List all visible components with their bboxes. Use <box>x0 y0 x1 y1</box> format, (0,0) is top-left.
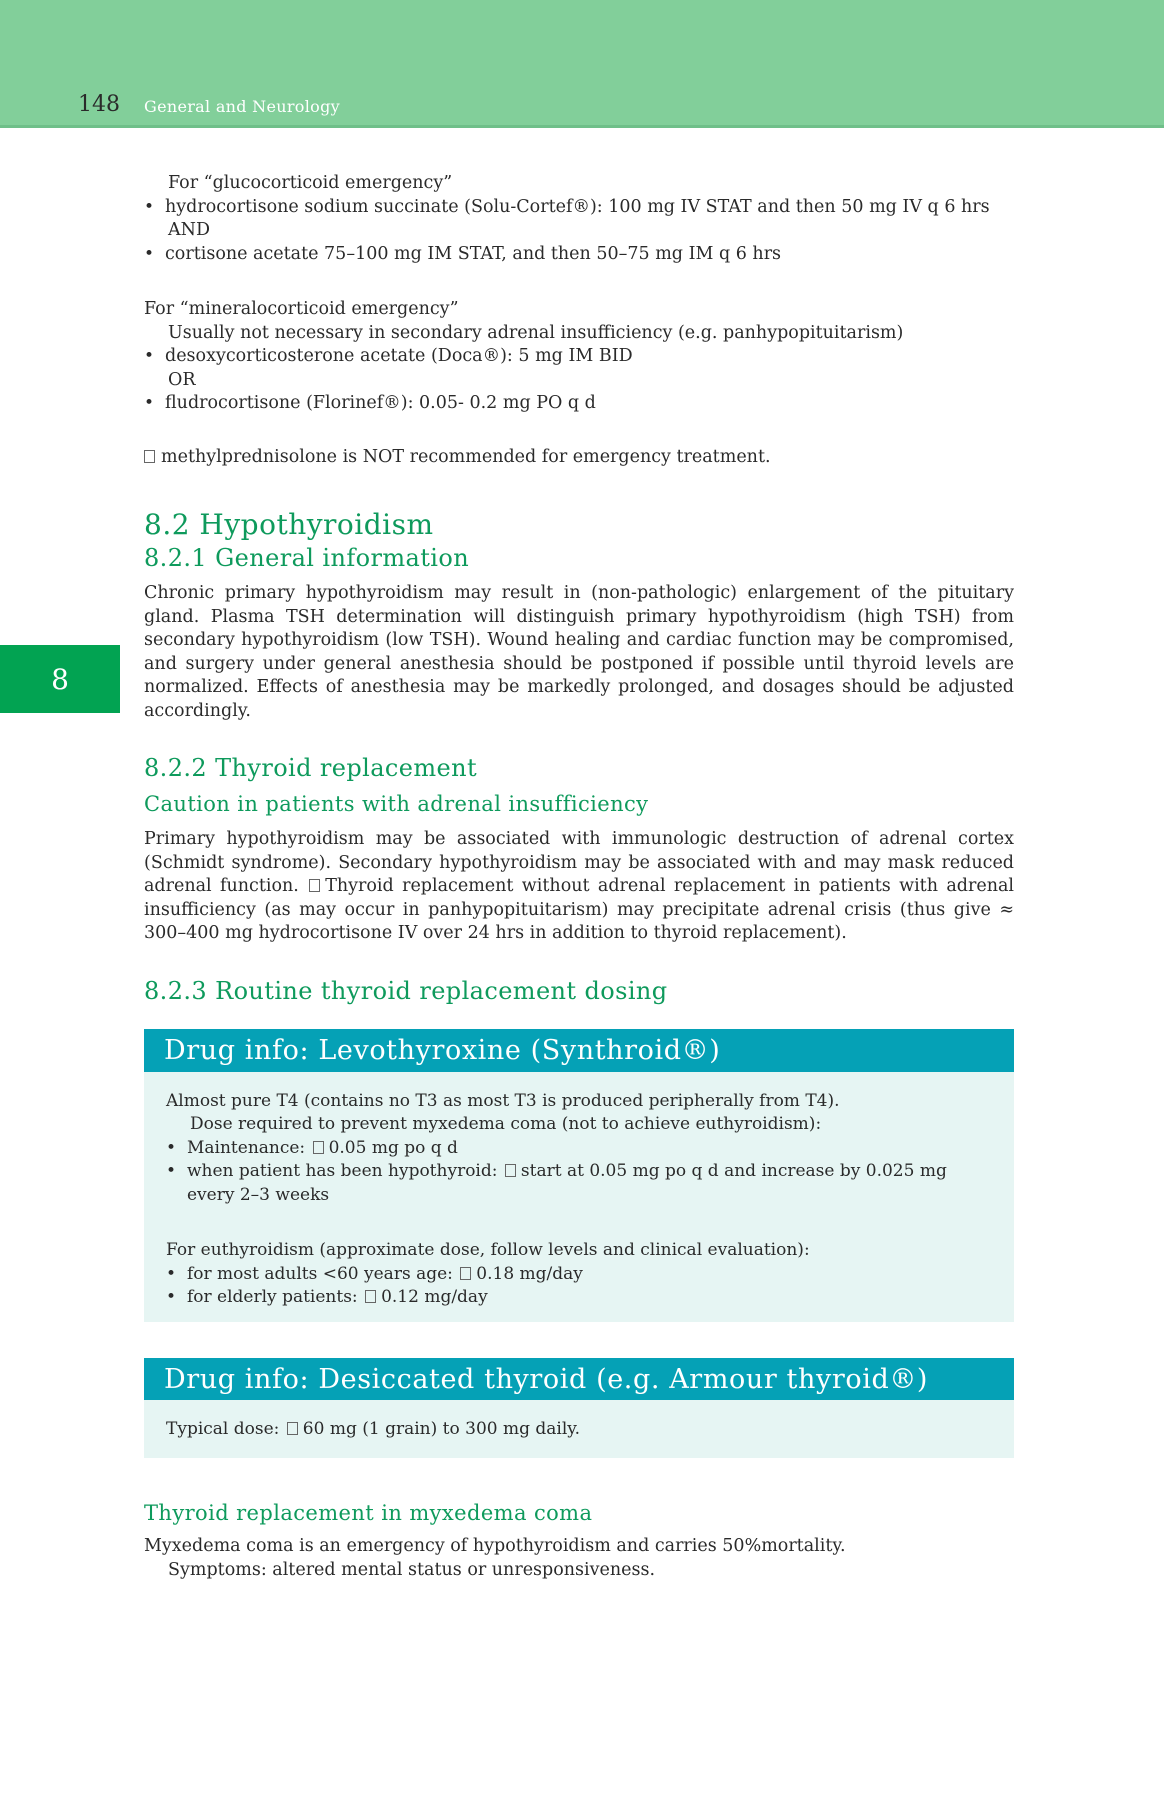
myxedema-dose-heading: Dose required to prevent myxedema coma (not to achieve euthyroidism): <box>190 1114 822 1134</box>
warning-note <box>144 446 1014 470</box>
typical-dose-value: 60 mg (1 grain) to 300 mg daily. <box>302 1419 581 1439</box>
list-item: • cortisone acetate 75–100 mg IM STAT, and then 50–75 mg IM q 6 hrs <box>144 243 1014 267</box>
caution-text-part1: Primary hypothyroidism may be associated with immunologic destruction of adrenal cortex (Schmidt syndrome). Secondary hypothyroidism may be associated with and may mask reduced adrenal function. <box>144 829 1014 896</box>
dose-icon <box>365 1290 376 1303</box>
caution-text-part2: Thyroid replacement without adrenal replacement in patients with adrenal insufficiency (as may occur in panhypopituitarism) may precipitate adrenal crisis (thus give ≈ 300–400 mg hydrocortisone IV over 24 hrs in addition to thyroid replacement). <box>144 876 1014 943</box>
glucocorticoid-list <box>144 196 1014 220</box>
adults-label: for most adults <60 years age: <box>187 1263 453 1284</box>
page-number: 148 <box>78 92 120 117</box>
dose-icon <box>505 1164 516 1177</box>
euthyroidism-heading: For euthyroidism (approximate dose, follow levels and clinical evaluation): <box>166 1240 810 1260</box>
subsection-routine-title: 8.2.3 Routine thyroid replacement dosing <box>144 976 668 1005</box>
drug-info-levothyroxine <box>144 1029 1014 1322</box>
dose-icon <box>460 1267 471 1280</box>
list-item: • fludrocortisone (Florinef®): 0.05- 0.2 mg PO q d <box>144 392 1014 416</box>
maintenance-label: Maintenance: <box>187 1137 306 1158</box>
subsection-general-title: 8.2.1 General information <box>144 543 470 572</box>
elderly-value: 0.12 mg/day <box>381 1287 488 1307</box>
warning-icon <box>309 879 320 892</box>
caution-heading: Caution in patients with adrenal insufficiency <box>144 791 649 816</box>
myxedema-text: Myxedema coma is an emergency of hypothyroidism and carries 50%mortality. <box>144 1536 846 1556</box>
warning-note-text: methylprednisolone is NOT recommended for emergency treatment. <box>161 446 771 467</box>
dose-icon <box>313 1141 324 1154</box>
dose-icon <box>287 1422 298 1435</box>
euthyroidism-list <box>166 1263 992 1310</box>
drug-info-body <box>144 1400 1014 1458</box>
drug-intro: Almost pure T4 (contains no T3 as most T3 is produced peripherally from T4). <box>166 1090 840 1111</box>
list-item <box>166 1263 992 1287</box>
list-item: • desoxycorticosterone acetate (Doca®): 5 mg IM BID <box>144 345 1014 369</box>
drug-info-desiccated-thyroid <box>144 1358 1014 1458</box>
maintenance-value: 0.05 mg po q d <box>328 1137 458 1158</box>
or-connector: OR <box>168 369 196 390</box>
general-information-text: Chronic primary hypothyroidism may result in (non-pathologic) enlargement of the pituitary gland. Plasma TSH determination will distinguish primary hypothyroidism (high TSH) from secondary hypothyroidism (low TSH). Wound healing and cardiac function may be compromised, and surgery under general anesthesia should be postponed if possible until thyroid levels are normalized. Effects of anesthesia may be markedly prolonged, and dosages should be adjusted accordingly. <box>144 583 1014 721</box>
mineralocorticoid-heading: For “mineralocorticoid emergency” <box>144 299 459 319</box>
glucocorticoid-list-2 <box>144 243 1014 267</box>
drug-info-body <box>144 1072 1014 1322</box>
myxedema-dose-list <box>166 1137 992 1208</box>
mineralocorticoid-list-2 <box>144 392 1014 416</box>
list-item <box>166 1137 992 1161</box>
typical-dose-label: Typical dose: <box>166 1419 280 1439</box>
caution-text <box>144 828 1014 946</box>
typical-dose <box>166 1418 992 1442</box>
page-content <box>144 172 1014 1582</box>
list-item: • hydrocortisone sodium succinate (Solu-Cortef®): 100 mg IV STAT and then 50 mg IV q 6 hrs <box>144 196 1014 220</box>
list-item <box>166 1286 992 1310</box>
subsection-replacement-title: 8.2.2 Thyroid replacement <box>144 754 478 782</box>
running-head: General and Neurology <box>144 97 340 116</box>
glucocorticoid-heading: For “glucocorticoid emergency” <box>168 173 453 193</box>
section-title: 8.2 Hypothyroidism <box>144 508 434 541</box>
drug-info-title: Drug info: Desiccated thyroid (e.g. Armour thyroid®) <box>144 1358 1014 1401</box>
drug-info-title: Drug info: Levothyroxine (Synthroid®) <box>144 1029 1014 1072</box>
adults-value: 0.18 mg/day <box>476 1263 583 1284</box>
mineralocorticoid-note: Usually not necessary in secondary adrenal insufficiency (e.g. panhypopituitarism) <box>168 322 904 343</box>
myxedema-symptoms: Symptoms: altered mental status or unresponsiveness. <box>168 1559 656 1580</box>
chapter-tab: 8 <box>0 645 120 713</box>
myxedema-heading: Thyroid replacement in myxedema coma <box>144 1500 593 1525</box>
list-item <box>166 1160 992 1207</box>
hypothyroid-value: start at 0.05 mg po q d and increase by 0.025 mg every 2–3 weeks <box>187 1161 947 1205</box>
elderly-label: for elderly patients: <box>187 1287 358 1307</box>
mineralocorticoid-list <box>144 345 1014 369</box>
and-connector: AND <box>168 220 210 240</box>
hypothyroid-label: when patient has been hypothyroid: <box>187 1161 498 1181</box>
warning-icon <box>144 450 155 463</box>
